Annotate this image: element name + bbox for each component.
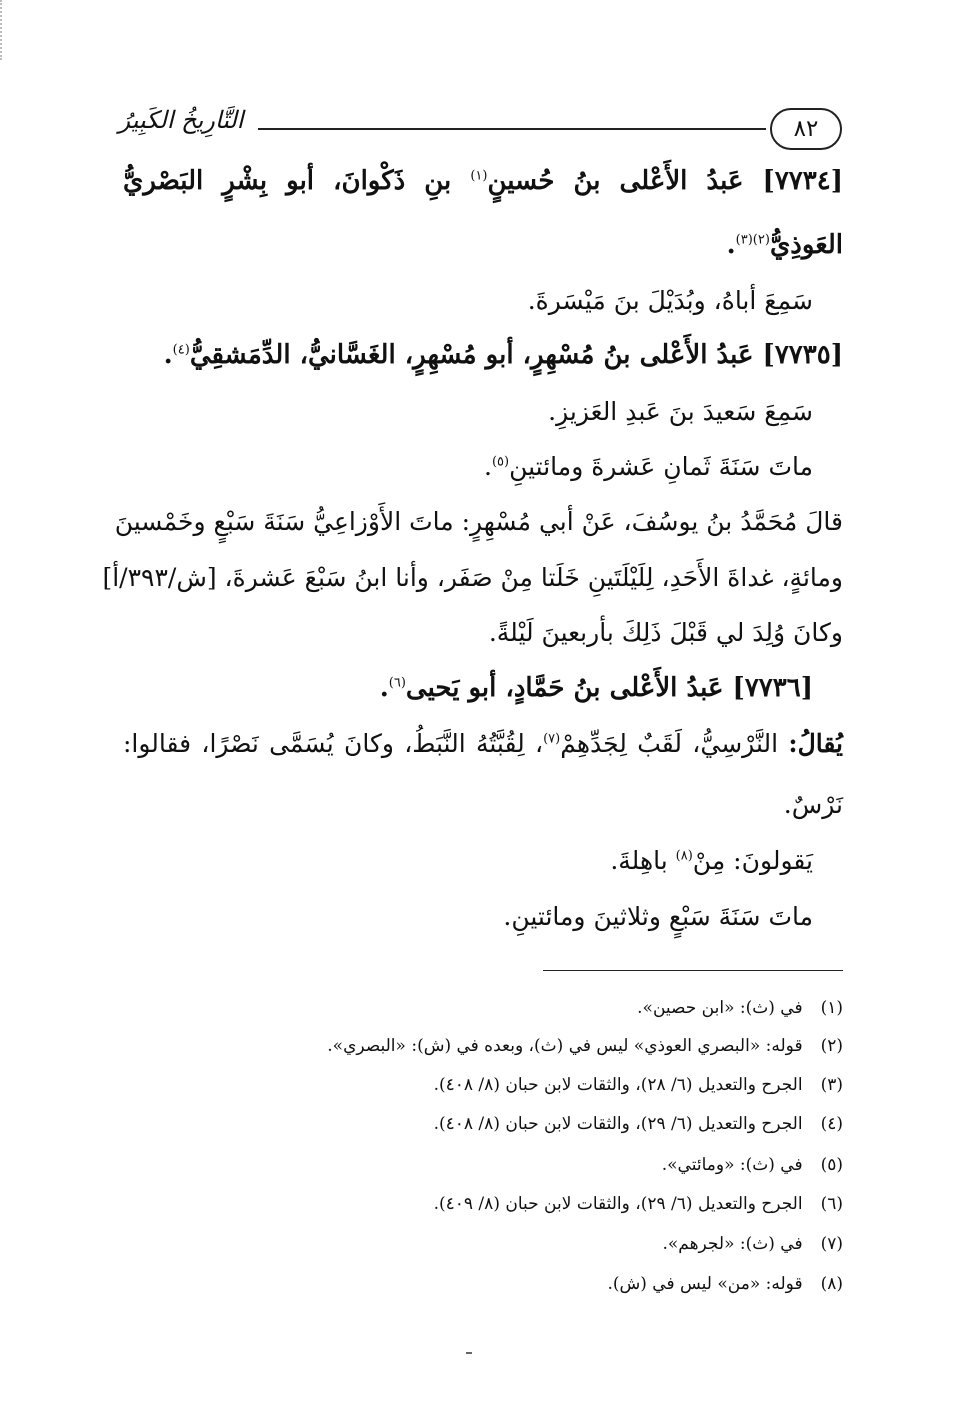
footnote-ref-2-3: (٢)(٣): [735, 232, 770, 248]
entry-7735-name: [٧٧٣٥] عَبدُ الأَعْلى بنُ مُسْهِرٍ، أبو مُسْهِرٍ، الغَسَّانيُّ، الدِّمَشقِيُّ: [189, 340, 843, 370]
entry-7736-heading: [٧٧٣٦] عَبدُ الأَعْلى بنُ حَمَّادٍ، أبو يَحيى$^{(٦)}$.: [379, 673, 813, 703]
entry-7734-heading-cont: العَوذِيُّ$^{(٢)(٣)}$.: [726, 230, 843, 260]
footnote-number: (١): [820, 998, 843, 1018]
entry-7734-nisba: العَوذِيُّ: [769, 230, 843, 260]
footnote-separator: [543, 970, 843, 971]
entry-7735-quote-line2: ومائةٍ، غداةَ الأَحَدِ، لِلَيْلَتَينِ خَلَتا مِنْ صَفَر، وأنا ابنُ سَبْعَ عَشرةَ، [ش/٣٩٣/أ]: [102, 563, 843, 592]
entry-7736-nickname-a: النَّرْسِيُّ، لَقَبٌ لِجَدِّهِمْ: [560, 729, 779, 758]
footnote-ref-5b: (٥): [491, 454, 510, 470]
header-rule: [258, 128, 766, 130]
entry-7736-tribe-b: باهِلةَ.: [610, 846, 668, 875]
footnote-3: [434, 1075, 843, 1095]
footnote-number: (٨): [820, 1274, 843, 1294]
page-number: ٨٢: [770, 108, 842, 150]
entry-7735-quote-line1: قالَ مُحَمَّدُ بنُ يوسُفَ، عَنْ أبي مُسْهِرٍ: ماتَ الأَوْزاعِيُّ سَنَةَ سَبْعٍ وخَمْسينَ: [114, 507, 843, 536]
footnote-text: في (ث): «ومائتي».: [661, 1155, 803, 1175]
footnote-text: قوله: «من» ليس في (ش).: [607, 1274, 803, 1294]
entry-7735-heard: سَمِعَ سَعيدَ بنَ عَبدِ العَزيزِ.: [548, 397, 813, 426]
entry-7736-nickname-line1: [123, 729, 843, 758]
footnote-8: [607, 1274, 843, 1294]
footnote-ref-8: (٨): [675, 848, 693, 864]
footnote-number: (٣): [820, 1075, 843, 1095]
entry-7736-nickname-line2: نَرْسٌ.: [783, 790, 843, 819]
entry-7736-died: ماتَ سَنَةَ سَبْعٍ وثلاثينَ ومائتينِ.: [503, 902, 813, 931]
footnote-text: قوله: «البصري العوذي» ليس في (ث)، وبعده في (ش): «البصري».: [327, 1036, 803, 1056]
footnote-1: [637, 998, 843, 1018]
entry-7735-quote-line3: وكانَ وُلِدَ لي قَبْلَ ذَلِكَ بأربعينَ لَيْلةً.: [488, 618, 843, 647]
footnote-ref-7: (٧): [543, 731, 561, 747]
entry-7735-died-text: ماتَ سَنَةَ ثَمانِ عَشرةَ ومائتينِ: [509, 452, 813, 481]
footnote-ref-6: (٦): [388, 675, 406, 691]
footnote-number: (٦): [820, 1194, 843, 1214]
footnote-text: في (ث): «لجرهم».: [662, 1234, 803, 1254]
footnote-4: [434, 1114, 843, 1134]
entry-7736-tribe-a: يَقولونَ: مِنْ: [692, 846, 813, 875]
entry-7736-name: [٧٧٣٦] عَبدُ الأَعْلى بنُ حَمَّادٍ، أبو يَحيى: [405, 673, 813, 703]
footnote-5: [662, 1155, 843, 1175]
book-title: التَّارِيخُ الكَبِيرُ: [118, 106, 244, 134]
entry-7734-name: [٧٧٣٤] عَبدُ الأَعْلى بنُ حُسينٍ: [487, 166, 843, 196]
entry-7736-yuqal-label: يُقالُ:: [788, 729, 843, 758]
entry-7736-nickname-b: ، لِقُبَّتُهُ النَّبَطُ، وكانَ يُسَمَّى نَصْرًا، فقالوا:: [123, 729, 544, 758]
bottom-mark: [466, 1352, 472, 1354]
entry-7734-name-cont: بنِ ذَكْوانَ، أبو بِشْرٍ البَصْريُّ: [123, 166, 452, 196]
entry-7734-heard: سَمِعَ أباهُ، وبُدَيْلَ بنَ مَيْسَرةَ.: [527, 286, 813, 315]
edge-mark: [0, 0, 4, 60]
footnote-text: الجرح والتعديل (٦/ ٢٨)، والثقات لابن حبان (٨/ ٤٠٨).: [433, 1075, 803, 1095]
footnote-text: الجرح والتعديل (٦/ ٢٩)، والثقات لابن حبان (٨/ ٤٠٨).: [433, 1114, 803, 1134]
footnote-number: (٥): [820, 1155, 843, 1175]
footnote-ref-1: (١): [470, 168, 488, 184]
footnote-2: [327, 1036, 843, 1056]
footnote-6: [434, 1194, 843, 1214]
entry-7736-tribe: [610, 846, 813, 875]
footnote-ref-4: (٤): [172, 342, 190, 358]
footnote-7: [662, 1234, 843, 1254]
entry-7734-heading: [123, 166, 843, 196]
footnote-text: في (ث): «ابن حصين».: [637, 998, 803, 1018]
footnote-text: الجرح والتعديل (٦/ ٢٩)، والثقات لابن حبان (٨/ ٤٠٩).: [433, 1194, 803, 1214]
entry-7735-heading: [٧٧٣٥] عَبدُ الأَعْلى بنُ مُسْهِرٍ، أبو مُسْهِرٍ، الغَسَّانيُّ، الدِّمَشقِيُّ$^{(٤)}$.: [163, 340, 843, 370]
entry-7735-died: ماتَ سَنَةَ ثَمانِ عَشرةَ ومائتينِ$^{(٥)}$.: [484, 452, 813, 481]
footnote-number: (٢): [820, 1036, 843, 1056]
footnote-number: (٤): [820, 1114, 843, 1134]
footnote-number: (٧): [820, 1234, 843, 1254]
